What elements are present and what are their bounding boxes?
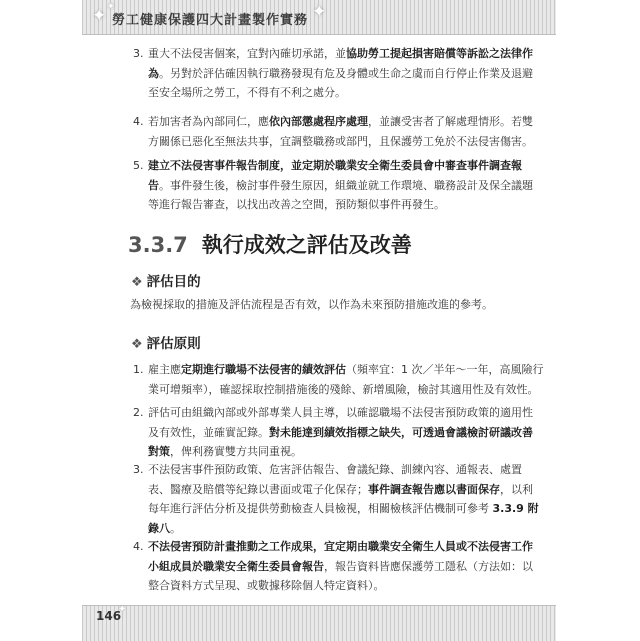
sub-heading-text: 評估目的 xyxy=(146,274,201,290)
section-heading xyxy=(128,229,412,259)
item-line xyxy=(148,156,533,176)
section-title: 執行成效之評估及改善 xyxy=(201,233,412,257)
item-line xyxy=(148,83,533,103)
text-run: 。事件發生後，檢討事件發生原因，組織並就工作環境、職務設計及保全議題 xyxy=(159,178,533,192)
bold-text: 3.3.9 附 xyxy=(492,502,539,515)
sparkle-icon: ✦ xyxy=(118,604,127,615)
text-run: 評估可由組織內部或外部專業人員主導，以確認職場不法侵害預防政策的適用性 xyxy=(148,406,533,419)
text-run: 及有效性，並確實記錄。 xyxy=(148,425,269,439)
text-run: 不法侵害事件預防政策、危害評估報告、會議紀錄、訓練內容、通報表、處置 xyxy=(148,463,522,476)
text-run: （頻率宜：1 次／半年～一年，高風險行 xyxy=(346,363,544,376)
text-run: ，以利 xyxy=(500,482,533,496)
purpose-paragraph: 為檢視採取的措施及評估流程是否有效，以作為未來預防措施改進的參考。 xyxy=(130,298,493,311)
item-body xyxy=(148,537,533,596)
text-run: 至安全場所之勞工，不得有不利之處分。 xyxy=(148,86,346,99)
bold-text: 不法侵害預防計畫推動之工作成果，宜定期由職業安全衛生人員或不法侵害工作 xyxy=(148,540,533,553)
item-line xyxy=(148,380,544,400)
sub-heading-text: 評估原則 xyxy=(146,336,201,352)
item-number: 3. xyxy=(133,47,144,60)
item-line xyxy=(148,403,533,423)
item-number: 5. xyxy=(133,159,144,172)
item-line xyxy=(148,195,533,215)
bold-text: 定期進行職場不法侵害的績效評估 xyxy=(181,363,346,376)
bold-text: 對未能達到績效指標之缺失，可透過會議檢討研議改善 xyxy=(269,425,533,439)
item-number: 2. xyxy=(133,406,144,419)
bold-text: 為 xyxy=(148,66,159,80)
text-run: 。另對於評估確因執行職務發現有危及身體或生命之虞而自行停止作業及退避 xyxy=(159,66,533,80)
sparkle-icon: ✦ xyxy=(312,2,327,22)
item-line xyxy=(148,537,533,557)
bold-text: 小組成員於職業安全衛生委員會報告 xyxy=(148,559,324,573)
item-line xyxy=(148,132,533,152)
text-run: 若加害者為內部同仁，應 xyxy=(148,115,269,128)
text-run: 業可增頻率），確認採取控制措施後的殘餘、新增風險，檢討其適用性及有效性。 xyxy=(148,382,539,396)
item-line xyxy=(148,64,533,84)
text-run: 每年進行評估分析及提供勞動檢查人員檢視，相關檢核評估機制可參考 xyxy=(148,502,493,515)
sparkle-icon: ✦ xyxy=(107,2,115,12)
bold-text: 告 xyxy=(148,178,159,192)
item-line xyxy=(148,176,533,196)
section-number: 3.3.7 xyxy=(128,233,188,257)
bold-text: 建立不法侵害事件報告制度，並定期於職業安全衛生委員會中審查事件調查報 xyxy=(148,159,522,172)
page-header xyxy=(82,0,556,35)
item-body xyxy=(148,156,533,215)
item-number: 1. xyxy=(133,363,144,376)
sub-heading-purpose xyxy=(131,270,201,290)
text-run: ，並讓受害者了解處理情形。若雙 xyxy=(368,115,533,128)
item-body xyxy=(148,44,533,103)
page-footer xyxy=(82,605,556,641)
item-line xyxy=(148,480,539,500)
item-number: 3. xyxy=(133,463,144,476)
item-line xyxy=(148,576,533,596)
text-run: ，俾利務實雙方共同重視。 xyxy=(170,445,302,458)
sparkle-icon: ✦ xyxy=(92,6,107,26)
item-line xyxy=(148,519,539,539)
item-body xyxy=(148,112,533,151)
item-body xyxy=(148,403,533,462)
page-number: 146 xyxy=(96,609,122,623)
bold-text: 錄八 xyxy=(148,521,170,535)
item-line xyxy=(148,460,539,480)
item-number: 4. xyxy=(133,115,144,128)
text-run: 表、醫療及賠償等紀錄以書面或電子化保存； xyxy=(148,482,368,496)
text-run: 方關係已惡化至無法共事，宜調整職務或部門，且保護勞工免於不法侵害傷害。 xyxy=(148,134,533,148)
item-body xyxy=(148,360,544,399)
item-line xyxy=(148,360,544,380)
diamond-bullet-icon: ❖ xyxy=(131,337,143,352)
item-number: 4. xyxy=(133,540,144,553)
item-body xyxy=(148,460,539,538)
text-run: 雇主應 xyxy=(148,363,181,376)
bold-text: 協助勞工提起損害賠償等訴訟之法律作 xyxy=(346,47,533,60)
item-line xyxy=(148,557,533,577)
running-title: 勞工健康保護四大計畫製作實務 xyxy=(112,13,309,28)
item-line xyxy=(148,44,533,64)
bold-text: 事件調查報告應以書面保存 xyxy=(368,482,500,496)
item-line xyxy=(148,423,533,443)
item-line xyxy=(148,112,533,132)
diamond-bullet-icon: ❖ xyxy=(131,275,143,290)
text-run: ，報告資料皆應保護勞工隱私（方法如：以 xyxy=(324,559,533,573)
text-run: 。 xyxy=(170,521,181,535)
sub-heading-principles xyxy=(131,332,201,352)
item-line xyxy=(148,499,539,519)
item-line xyxy=(148,442,533,462)
text-run: 整合資料方式呈現、或數據移除個人特定資料）。 xyxy=(148,579,385,592)
bold-text: 對策 xyxy=(148,445,170,458)
bold-text: 依內部懲處程序處理 xyxy=(269,115,368,128)
text-run: 重大不法侵害個案，宜對內確切承諾，並 xyxy=(148,47,346,60)
text-run: 等進行報告審查，以找出改善之空間，預防類似事件再發生。 xyxy=(148,198,445,211)
